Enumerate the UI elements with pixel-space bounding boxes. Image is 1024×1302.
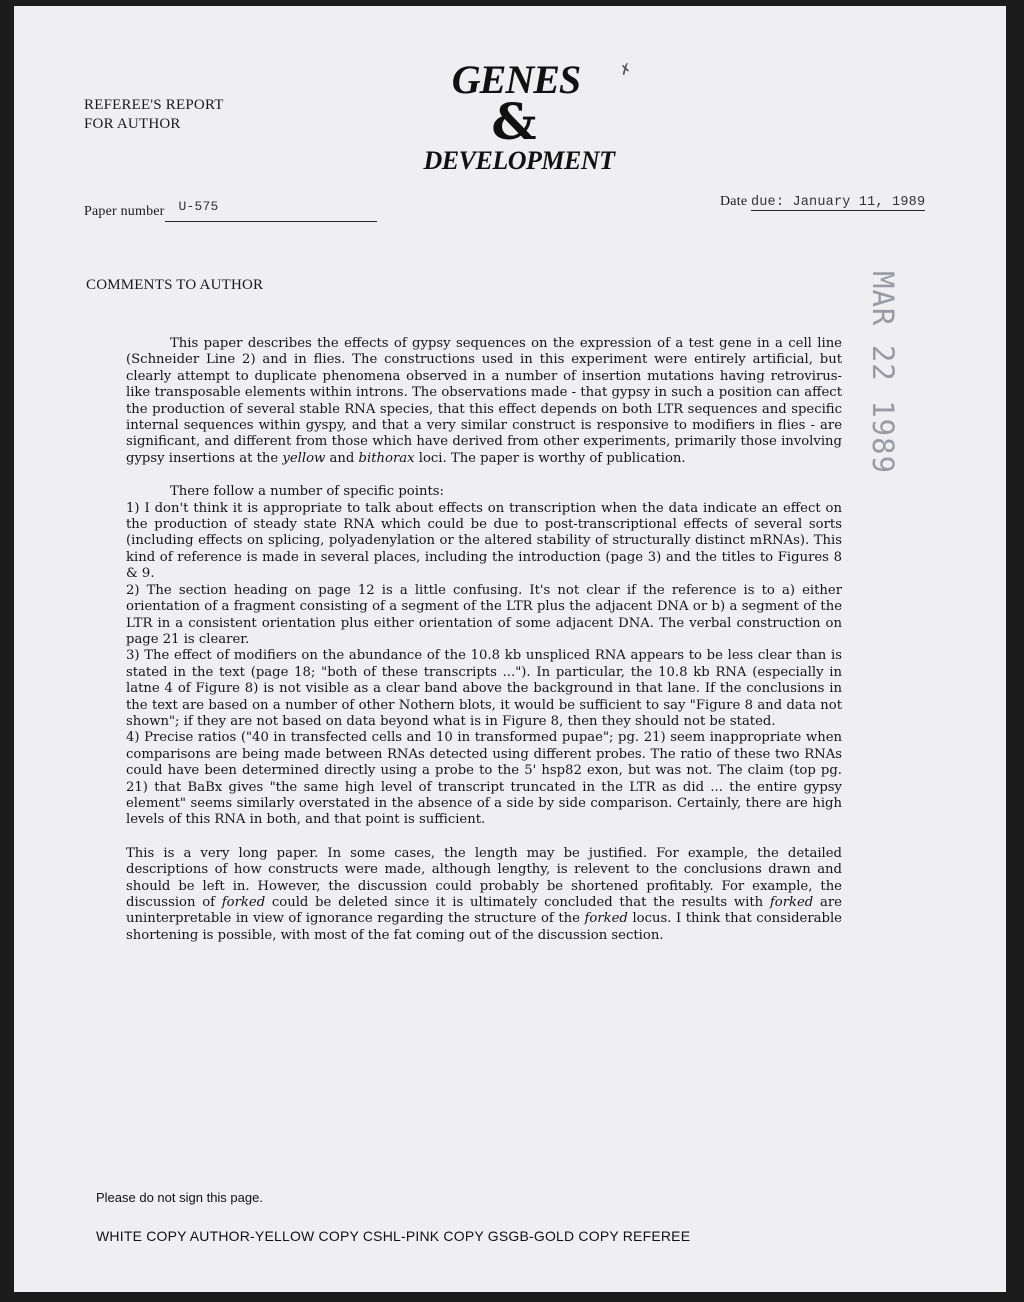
date-value: due: January 11, 1989 <box>750 195 926 210</box>
report-type-heading <box>84 96 224 134</box>
paragraph-length: This is a very long paper. In some cases, the length may be justified. For example, the detailed descriptions of how constructs were made, although lengthy, is relevent to the conclusions drawn and should be left in. However, the discussion could probably be shortened profitably. For example, the discussion of forked could be deleted since it is ultimately concluded that the results with forked are uninterpretable in view of ignorance regarding the structure of the forked locus. I think that considerable shortening is possible, with most of the fat coming out of the discussion section. <box>126 845 842 943</box>
gene-name-forked: forked <box>221 895 266 910</box>
paper-number-value: U-575 <box>178 199 219 214</box>
gene-name-forked: forked <box>769 895 814 910</box>
date-label: Date <box>720 194 748 209</box>
footer-copy-distribution: WHITE COPY AUTHOR-YELLOW COPY CSHL-PINK COPY GSGB-GOLD COPY REFEREE <box>96 1228 691 1244</box>
handwritten-check-mark: ✗ <box>617 60 635 80</box>
logo-development: DEVELOPMENT <box>423 146 615 175</box>
paper-number-field <box>84 199 377 222</box>
point-3: 3) The effect of modifiers on the abundance of the 10.8 kb unspliced RNA appears to be less clear than is stated in the text (page 18; "both of these transcripts ..."). In particular, the 10.8 kb RNA (especially in latne 4 of Figure 8) is not visible as a clear band above the background in that lane. If the conclusions in the text are based on a number of other Nothern blots, it would be sufficient to say "Figure 8 and data not shown"; if they are not based on data beyond what is in Figure 8, then they should not be stated. <box>126 648 842 729</box>
logo-ampersand: & <box>491 92 537 151</box>
paragraph-summary: This paper describes the effects of gypsy sequences on the expression of a test gene in a cell line (Schneider Line 2) and in flies. The constructions used in this experiment were entirely artificial, but clearly attempt to duplicate phenomena observed in a number of insertion mutations having retrovirus-like transposable elements within introns. The observations made - that gypsy in such a position can affect the production of several stable RNA species, that this effect depends on both LTR sequences and specific internal sequences within gyspy, and that a very similar construct is responsive to modifiers in flies - are significant, and different from those which have derived from other experiments, primarily those involving gypsy insertions at the yellow and bithorax loci. The paper is worthy of publication. <box>126 336 842 466</box>
paper-number-label: Paper number <box>84 204 165 219</box>
point-2: 2) The section heading on page 12 is a little confusing. It's not clear if the reference is to a) either orientation of a fragment consisting of a segment of the LTR plus the adjacent DNA or b) a segment of the LTR in a consistent orientation plus either orientation of some adjacent DNA. The verbal construction on page 21 is clearer. <box>126 582 842 647</box>
date-field <box>720 192 925 212</box>
document-page <box>14 6 1006 1292</box>
paragraph-points-intro: There follow a number of specific points: <box>170 484 444 500</box>
report-type-line1: REFEREE'S REPORT <box>84 97 224 113</box>
footer-note: Please do not sign this page. <box>96 1190 263 1205</box>
report-type-line2: FOR AUTHOR <box>84 116 181 132</box>
point-1: 1) I don't think it is appropriate to talk about effects on transcription when the data indicate an effect on the production of steady state RNA which could be due to post-transcriptional effects of several sorts (including effects on splicing, polyadenylation or the altered stability of structurally distinct mRNAs). This kind of reference is made in several places, including the introduction (page 3) and the titles to Figures 8 & 9. <box>126 500 842 582</box>
gene-name-yellow: yellow <box>282 450 326 466</box>
section-title: COMMENTS TO AUTHOR <box>86 277 264 293</box>
point-4: 4) Precise ratios ("40 in transfected cells and 10 in transformed pupae"; pg. 21) seem inappropriate when comparisons are being made between RNAs detected using different probes. The ratio of these two RNAs could have been determined directly using a probe to the 5' hsp82 exon, but was not. The claim (top pg. 21) that BaBx gives "the same high level of transcript truncated in the LTR as did ... the entire gypsy element" seems similarly overstated in the absence of a side by side comparison. Certainly, there are high levels of this RNA in both, and that point is sufficient. <box>126 730 842 828</box>
gene-name-bithorax: bithorax <box>358 450 415 466</box>
logo-genes: GENES <box>451 57 581 102</box>
comments-body <box>126 336 842 944</box>
gene-name-forked: forked <box>584 911 628 927</box>
received-date-stamp <box>860 271 904 475</box>
stamp-text: MAR 22 1989 <box>866 271 900 475</box>
